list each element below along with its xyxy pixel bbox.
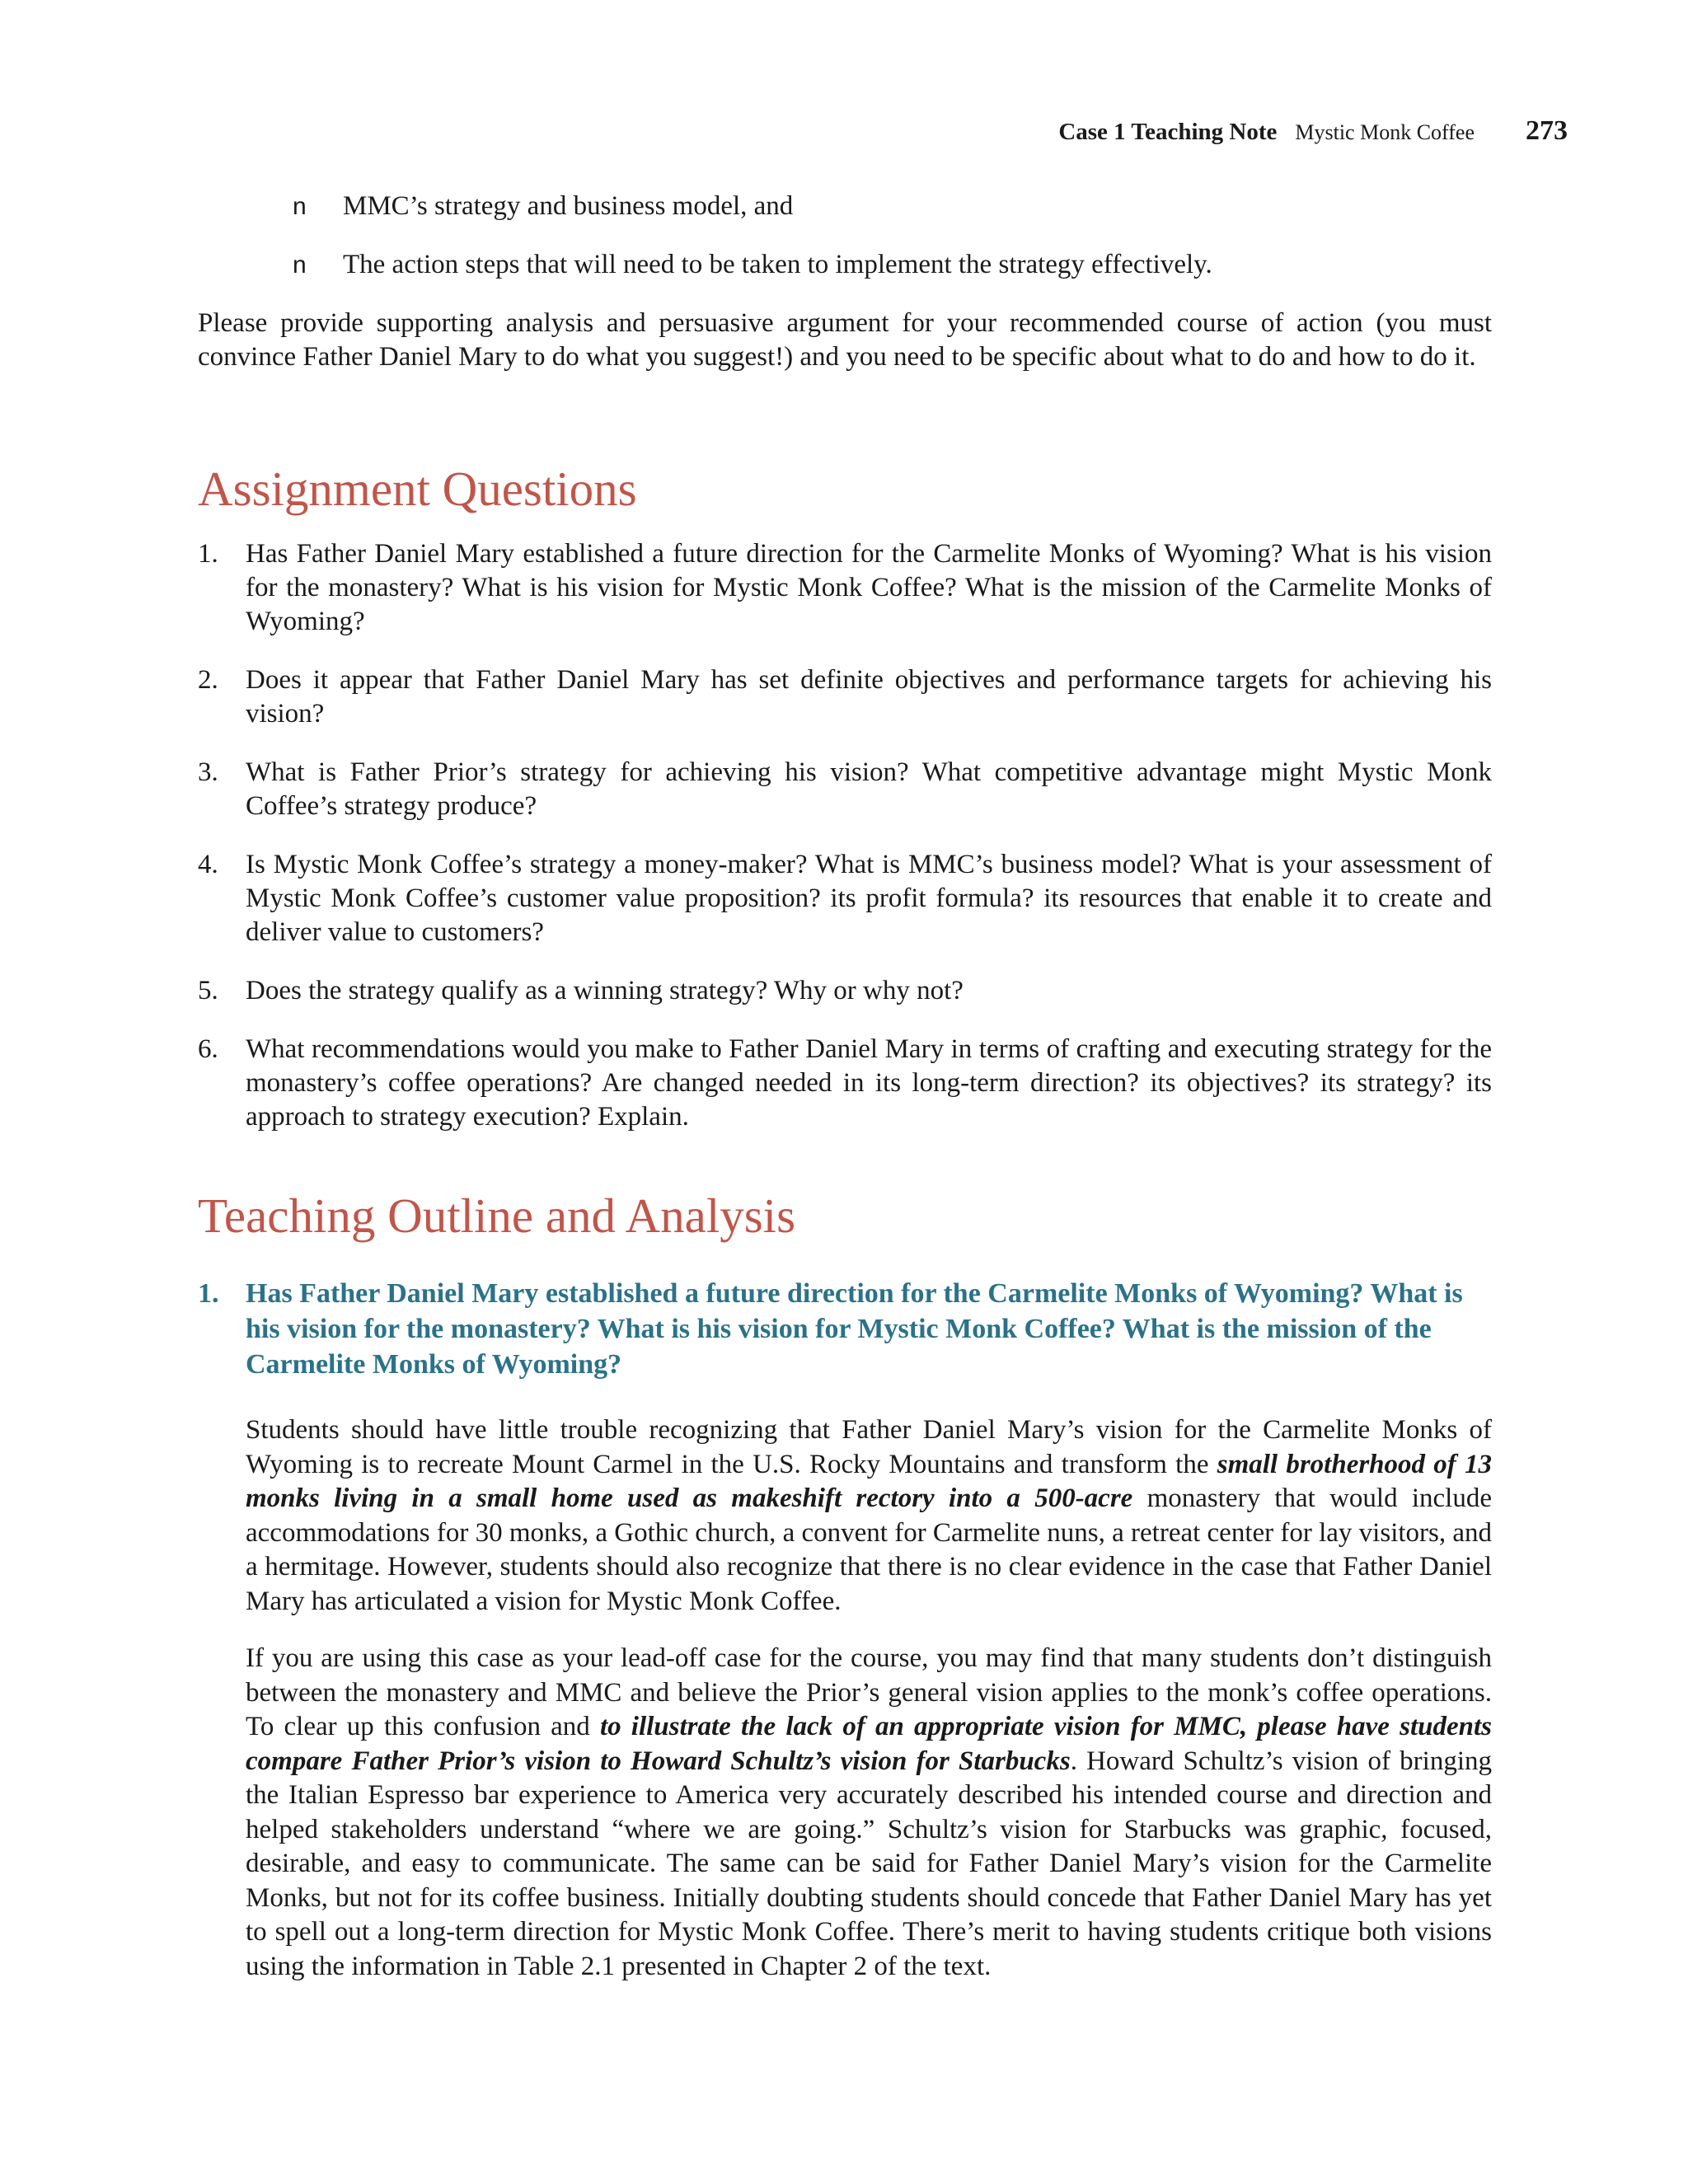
paragraph-text: . Howard Schultz’s vision of bringing the Italian Espresso bar experience to America very accurately described his intended course and direction and helped stakeholders understand “where we are going.” Schultz’s vision for Starbucks was graphic, focused, desirable, and easy to communicate. The same can be said for Father Daniel Mary’s vision for the Carmelite Monks, but not for its coffee business. Initially doubting students should concede that Father Daniel Mary has yet to spell out a long-term direction for Mystic Monk Coffee. There’s merit to having students critique both visions using the information in Table 2.1 presented in Chapter 2 of the text. — [246, 1746, 1492, 1981]
question-text: Has Father Daniel Mary established a future direction for the Carmelite Monks of Wyoming? What is his vision for the monastery? What is his vision for Mystic Monk Coffee? What is the mission of the Carmelite Monks of Wyoming? — [246, 539, 1492, 636]
bullet-marker: n — [293, 251, 307, 279]
question-text: Does it appear that Father Daniel Mary has set definite objectives and performance targets for achieving his vision? — [246, 665, 1492, 729]
bullet-item — [293, 246, 1488, 284]
question-number: 6. — [198, 1034, 218, 1064]
paragraph-text: Students should have little trouble recognizing that Father Daniel Mary’s vision for the Carmelite Monks of Wyoming is to recreate Mount Carmel in the U.S. Rocky Mountains and transform the — [246, 1415, 1492, 1479]
bullet-list — [293, 188, 1488, 305]
question-text: Does the strategy qualify as a winning strategy? Why or why not? — [246, 976, 964, 1005]
question-item — [198, 1033, 1492, 1134]
bullet-text: MMC’s strategy and business model, and — [343, 191, 794, 221]
question-number: 2. — [198, 665, 218, 695]
question-item — [198, 756, 1492, 823]
question-item — [198, 848, 1492, 949]
outline-question — [198, 1276, 1492, 1382]
assignment-questions-heading: Assignment Questions — [198, 462, 637, 516]
emphasis-text: to illustrate the lack of an appropriate vision for MMC, please have students compare Father Prior’s vision to Howard Schultz’s vision for Starbucks — [246, 1712, 1492, 1776]
header-case-label: Case 1 Teaching Note — [1058, 119, 1278, 145]
outline-question-number: 1. — [198, 1278, 219, 1309]
outline-question-text: Has Father Daniel Mary established a future direction for the Carmelite Monks of Wyoming? What is his vision for the monastery? What is his vision for Mystic Monk Coffee? What is the mission of the Carmelite Monks of Wyoming? — [246, 1278, 1463, 1380]
bullet-text: The action steps that will need to be taken to implement the strategy effectively. — [343, 250, 1212, 279]
paragraph-text: monastery that would include accommodations for 30 monks, a Gothic church, a convent for Carmelite nuns, a retreat center for lay visitors, and a hermitage. However, students should also recognize that there is no clear evidence in the case that Father Daniel Mary has articulated a vision for Mystic Monk Coffee. — [246, 1483, 1493, 1616]
question-text: Is Mystic Monk Coffee’s strategy a money-maker? What is MMC’s business model? What is your assessment of Mystic Monk Coffee’s customer value proposition? its profit formula? its resources that enable it to create and deliver value to customers? — [246, 850, 1492, 947]
paragraph-text: If you are using this case as your lead-off case for the course, you may find that many students don’t distinguish between the monastery and MMC and believe the Prior’s general vision applies to the monk’s coffee operations. To clear up this confusion and — [246, 1643, 1492, 1741]
question-item — [198, 974, 1492, 1008]
outline-paragraph — [246, 1413, 1492, 1619]
question-text: What recommendations would you make to Father Daniel Mary in terms of crafting and executing strategy for the monastery’s coffee operations? Are changed needed in its long-term direction? its objectives? its strategy? its approach to strategy execution? Explain. — [246, 1034, 1492, 1132]
teaching-outline-section — [198, 1276, 1492, 1984]
assignment-question-list — [198, 537, 1492, 1159]
question-number: 3. — [198, 757, 218, 787]
emphasis-text: small brotherhood of 13 monks living in a small home used as makeshift rectory into a 500-acre — [246, 1449, 1492, 1513]
bullet-item — [293, 188, 1488, 225]
bullet-marker: n — [293, 193, 307, 220]
intro-paragraph: Please provide supporting analysis and persuasive argument for your recommended course of action (you must convince Father Daniel Mary to do what you suggest!) and you need to be specific about what to do and how to do it. — [198, 308, 1492, 372]
question-item — [198, 537, 1492, 639]
page-number: 273 — [1526, 115, 1568, 146]
question-text: What is Father Prior’s strategy for achieving his vision? What competitive advantage might Mystic Monk Coffee’s strategy produce? — [246, 757, 1492, 821]
question-number: 1. — [198, 539, 218, 569]
question-number: 5. — [198, 976, 218, 1005]
question-number: 4. — [198, 850, 218, 879]
running-header — [1058, 115, 1568, 147]
header-case-title: Mystic Monk Coffee — [1295, 120, 1475, 144]
outline-paragraph — [246, 1642, 1492, 1984]
teaching-outline-heading: Teaching Outline and Analysis — [198, 1188, 796, 1243]
question-item — [198, 663, 1492, 731]
